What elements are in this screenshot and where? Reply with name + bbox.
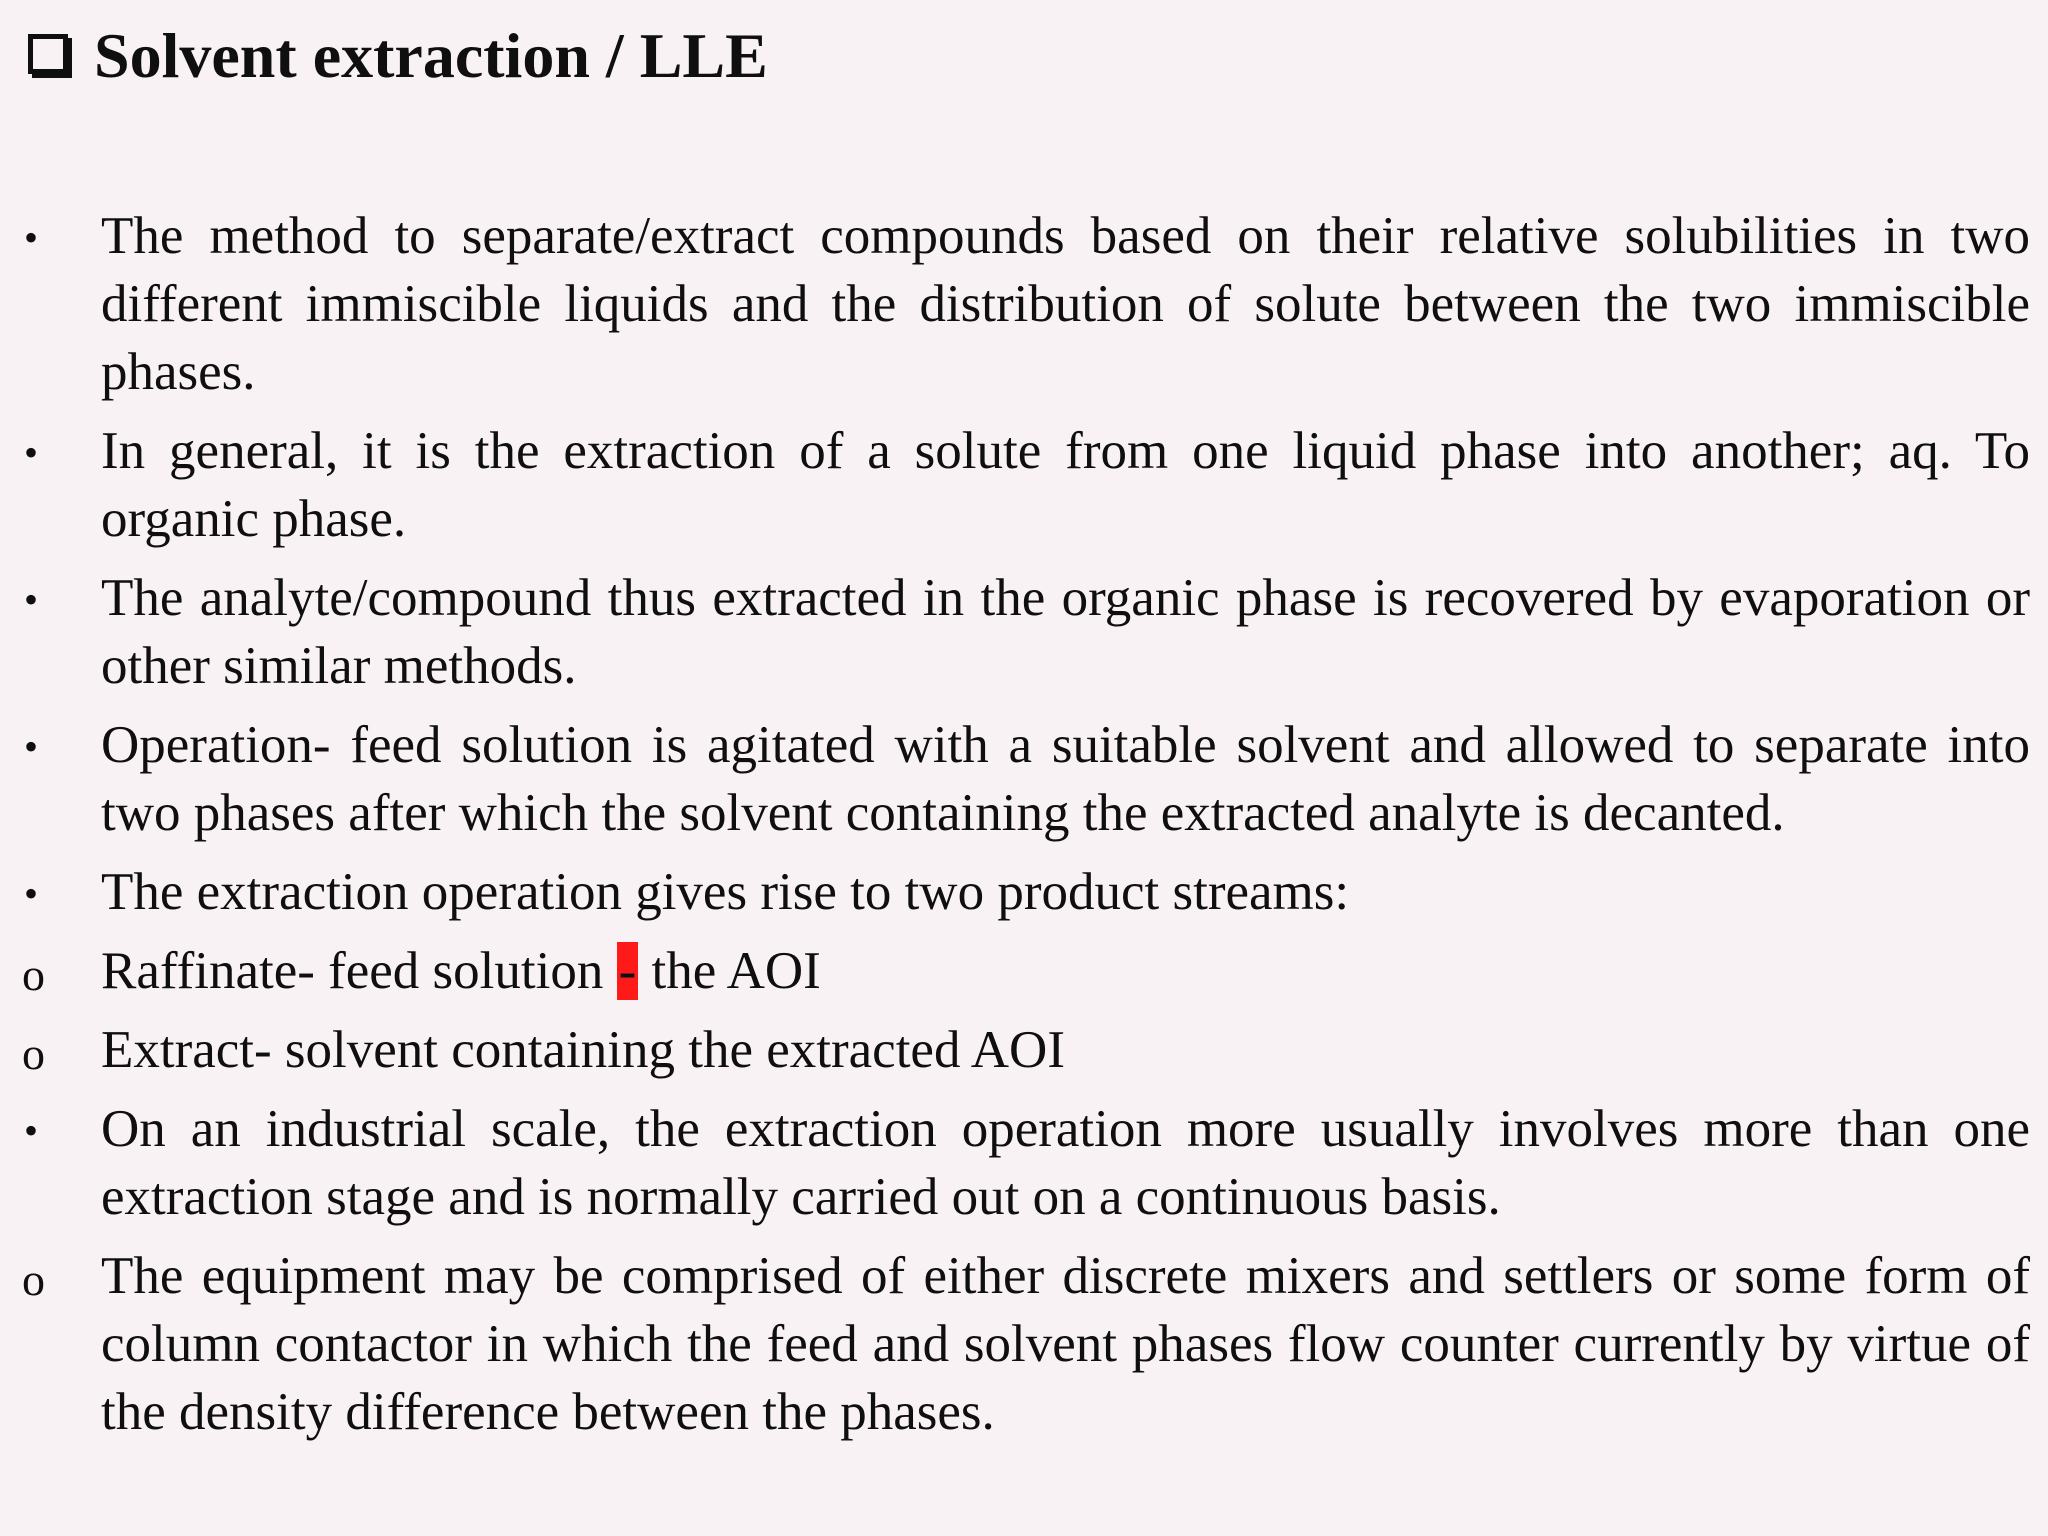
bullet-marker: • xyxy=(24,1108,39,1153)
circle-marker: o xyxy=(22,1254,45,1305)
list-item xyxy=(20,1242,2030,1446)
circle-marker: o xyxy=(22,949,45,1000)
list-item-text: Extract- solvent containing the extracted AOI xyxy=(101,1021,1065,1079)
list-item-text: The method to separate/extract compounds based on their relative solubilities in two different immiscible liquids and the distribution of solute between the two immiscible phases. xyxy=(101,207,2030,401)
slide-title-text: Solvent extraction / LLE xyxy=(94,20,768,91)
list-item xyxy=(20,202,2030,406)
highlighted-dash: - xyxy=(618,942,637,1000)
checkbox-square-icon xyxy=(28,34,68,74)
list-item-text: In general, it is the extraction of a solute from one liquid phase into another; aq. To organic phase. xyxy=(101,422,2030,548)
list-item xyxy=(20,417,2030,553)
list-item-text: The extraction operation gives rise to two product streams: xyxy=(101,863,1350,921)
list-item xyxy=(20,937,2030,1005)
bullet-marker: • xyxy=(24,577,39,622)
list-item xyxy=(20,858,2030,926)
bullet-marker: • xyxy=(24,430,39,475)
list-item-text-before: Raffinate- feed solution xyxy=(101,942,617,1000)
list-item xyxy=(20,711,2030,847)
list-item-text: The equipment may be comprised of either discrete mixers and settlers or some form of column contactor in which the feed and solvent phases flow counter currently by virtue of the density difference between the phases. xyxy=(101,1247,2030,1441)
bullet-marker: • xyxy=(24,871,39,916)
list-item xyxy=(20,1016,2030,1084)
slide-title xyxy=(28,16,768,96)
list-item-text: Operation- feed solution is agitated with a suitable solvent and allowed to separate into two phases after which the solvent containing the extracted analyte is decanted. xyxy=(101,716,2030,842)
bullet-marker: • xyxy=(24,215,39,260)
bullet-list xyxy=(20,202,2030,1457)
list-item-text: On an industrial scale, the extraction operation more usually involves more than one extraction stage and is normally carried out on a continuous basis. xyxy=(101,1100,2030,1226)
circle-marker: o xyxy=(22,1028,45,1079)
list-item xyxy=(20,564,2030,700)
list-item-text xyxy=(101,942,821,1000)
list-item-text-after: the AOI xyxy=(638,942,821,1000)
list-item-text: The analyte/compound thus extracted in the organic phase is recovered by evaporation or other similar methods. xyxy=(101,569,2030,695)
list-item xyxy=(20,1095,2030,1231)
bullet-marker: • xyxy=(24,724,39,769)
